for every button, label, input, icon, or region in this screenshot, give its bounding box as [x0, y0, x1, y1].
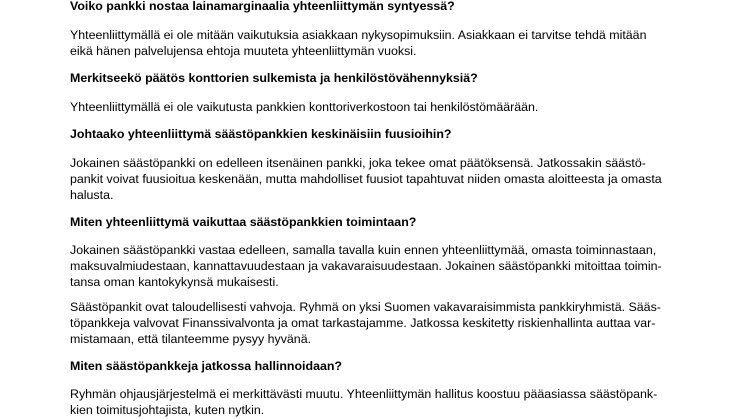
- paragraph-line: Säästöpankit ovat taloudellisesti vahvoja. Ryhmä on yksi Suomen vakavaraisimmista pankkiryhmistä. Sääs-: [70, 300, 661, 314]
- section-heading: Miten säästöpankkeja jatkossa hallinnoidaan?: [70, 359, 342, 373]
- paragraph-line: pankit voivat fuusioitua keskenään, mutta mahdolliset fuusiot tapahtuvat niiden omasta aloitteesta ja omasta: [70, 172, 662, 187]
- section-heading: Merkitseekö päätös konttorien sulkemista ja henkilöstövähennyksiä?: [70, 71, 478, 85]
- paragraph-line: Jokainen säästöpankki on edelleen itsenäinen pankki, joka tekee omat päätöksensä. Jatkossakin säästö-: [70, 156, 646, 170]
- section-paragraph: [70, 99, 538, 115]
- paragraph-line: töpankkeja valvovat Finanssivalvonta ja omat tarkastajamme. Jatkossa keskitetty riskienhallinta auttaa var-: [70, 316, 656, 331]
- paragraph-line: Yhteenliittymällä ei ole vaikutusta pankkien konttoriverkostoon tai henkilöstömäärään.: [70, 100, 539, 114]
- paragraph-line: tansa oman kantokykynsä mukaisesti.: [70, 275, 279, 290]
- section-heading: Miten yhteenliittymä vaikuttaa säästöpankkien toimintaan?: [70, 215, 417, 229]
- paragraph-line: Jokainen säästöpankki vastaa edelleen, samalla tavalla kuin ennen yhteenliittymää, omasta toiminnastaan,: [70, 243, 657, 257]
- section-heading: Voiko pankki nostaa lainamarginaalia yhteenliittymän syntyessä?: [70, 0, 455, 13]
- section-paragraph: [70, 299, 661, 348]
- section-paragraph: [70, 386, 657, 418]
- section-heading: Johtaako yhteenliittymä säästöpankkien keskinäisiin fuusioihin?: [70, 127, 452, 141]
- paragraph-line: halusta.: [70, 188, 114, 203]
- paragraph-line: mistamaan, että tilanteemme pysyy hyvänä.: [70, 332, 312, 347]
- paragraph-line: maksuvalmiudestaan, kannattavuudestaan ja vakavaraisuudestaan. Jokainen säästöpankki mitoittaa toimin-: [70, 259, 662, 274]
- section-paragraph: [70, 155, 662, 204]
- paragraph-line: Yhteenliittymällä ei ole mitään vaikutuksia asiakkaan nykysopimuksiin. Asiakkaan ei tarvitse tehdä mitään: [70, 28, 647, 42]
- section-paragraph: [70, 242, 662, 291]
- paragraph-line: eikä hänen palvelujensa ehtoja muuteta yhteenliittymän vuoksi.: [70, 44, 417, 59]
- paragraph-line: Ryhmän ohjausjärjestelmä ei merkittävästi muutu. Yhteenliittymän hallitus koostuu pääasiassa säästöpank-: [70, 387, 658, 401]
- paragraph-line: kien toimitusjohtajista, kuten nytkin.: [70, 403, 265, 418]
- section-paragraph: [70, 27, 646, 59]
